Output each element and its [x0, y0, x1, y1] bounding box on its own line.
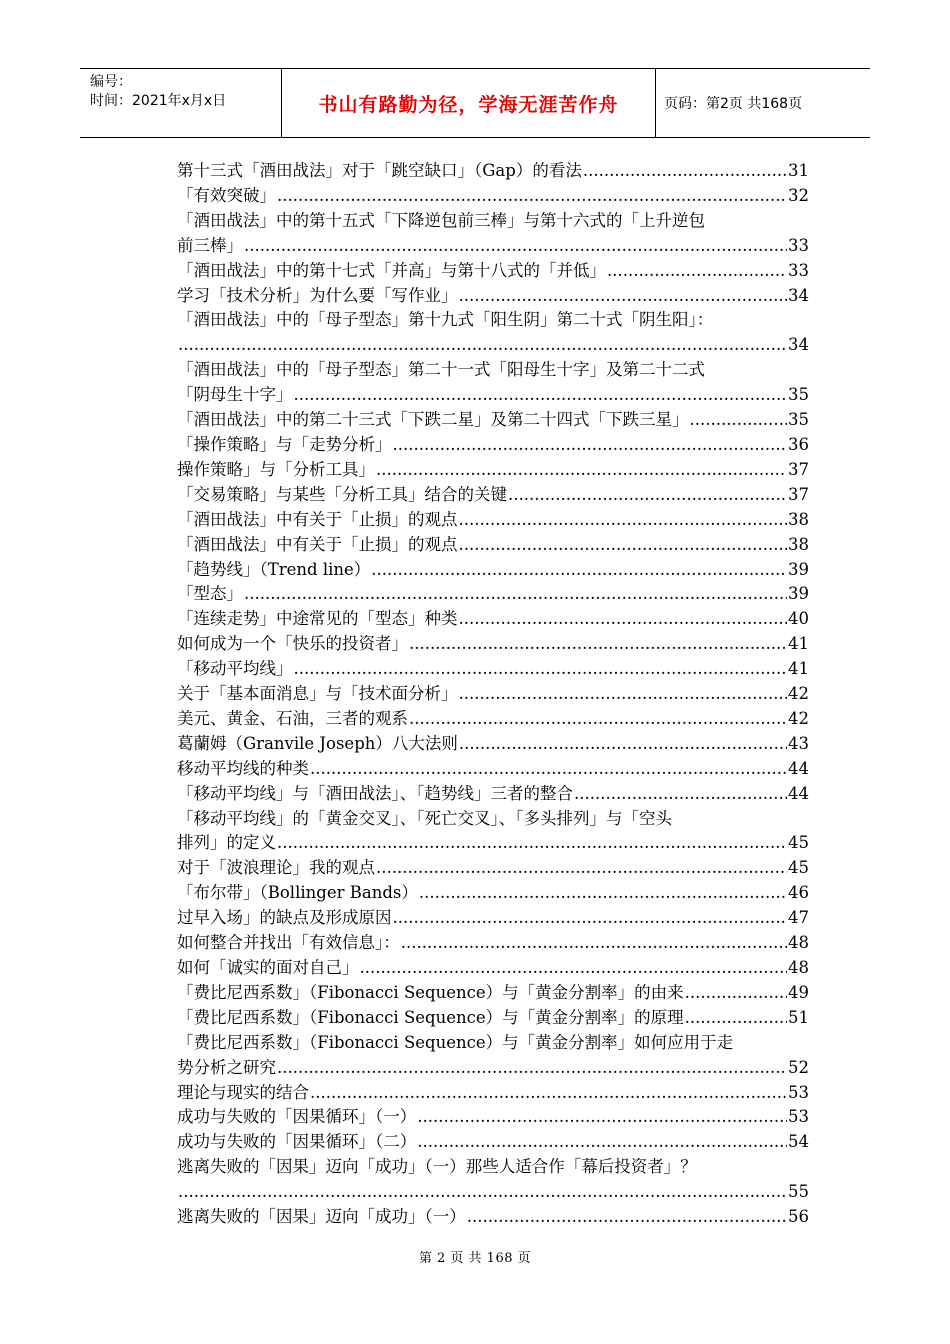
toc-entry[interactable]: [177, 732, 809, 757]
toc-entry-page: 31: [788, 161, 809, 180]
toc-entry-page: 42: [788, 708, 809, 728]
toc-entry[interactable]: [177, 632, 809, 657]
toc-leader-dots: [685, 1006, 787, 1031]
toc-leader-dots: [376, 856, 787, 881]
toc-leader-dots: [459, 607, 788, 632]
toc-entry-title-line1: 「酒田战法」中的第十五式「下降逆包前三棒」与第十六式的「上升逆包: [177, 210, 705, 230]
toc-entry[interactable]: [177, 458, 809, 483]
toc-leader-dots: [277, 831, 787, 856]
toc-leader-dots: [409, 632, 787, 657]
toc-entry-title: 「费比尼西系数」（Fibonacci Sequence）与「黄金分割率」的由来: [177, 982, 684, 1002]
toc-entry[interactable]: [177, 1155, 809, 1205]
toc-entry-page: 56: [788, 1207, 809, 1227]
toc-leader-dots: [409, 707, 787, 732]
toc-entry-title: 对于「波浪理论」我的观点: [177, 858, 375, 878]
toc-entry-title: 「阴母生十字」: [177, 385, 293, 405]
toc-entry-title: 葛蘭姆（Granvile Joseph）八大法则: [177, 733, 458, 753]
header-meta: [80, 69, 282, 137]
toc-entry[interactable]: [177, 881, 809, 906]
toc-leader-dots: [459, 533, 788, 558]
toc-entry-page: 39: [788, 584, 809, 604]
toc-entry-page: 48: [788, 958, 809, 977]
toc-entry-page: 33: [788, 235, 809, 255]
toc-entry-title: 逃离失败的「因果」迈向「成功」（一）: [177, 1207, 466, 1227]
toc-entry-title: 移动平均线的种类: [177, 758, 309, 778]
toc-entry-page: 49: [788, 982, 809, 1002]
toc-entry[interactable]: [177, 1205, 809, 1230]
header-motto: 书山有路勤为径，学海无涯苦作舟: [282, 69, 656, 137]
toc-entry-title: 「趋势线」（Trend line）: [177, 559, 371, 579]
toc-leader-dots: [310, 1081, 787, 1106]
toc-entry-title: 如何「诚实的面对自己」: [177, 958, 359, 977]
toc-entry[interactable]: [177, 1006, 809, 1031]
toc-entry[interactable]: [177, 582, 809, 607]
toc-entry-page: 34: [788, 335, 809, 355]
toc-entry-page: 52: [788, 1057, 809, 1077]
toc-entry-title-line1: 逃离失败的「因果」迈向「成功」（一）那些人适合作「幕后投资者」？: [177, 1157, 697, 1177]
toc-entry[interactable]: [177, 433, 809, 458]
toc-entry-title: 过早入场」的缺点及形成原因: [177, 908, 392, 928]
toc-entry-page: 37: [788, 484, 809, 504]
toc-entry-title: 「操作策略」与「走势分析」: [177, 434, 392, 454]
toc-entry[interactable]: [177, 159, 809, 184]
toc-entry-title-line1: 「费比尼西系数」（Fibonacci Sequence）与「黄金分割率」如何应用于走: [177, 1032, 734, 1052]
toc-entry[interactable]: [177, 1031, 809, 1081]
toc-leader-dots: [178, 1180, 787, 1205]
toc-entry-page: 44: [788, 783, 809, 803]
toc-entry-page: 54: [788, 1132, 809, 1152]
toc-leader-dots: [294, 657, 788, 682]
toc-entry[interactable]: [177, 533, 809, 558]
toc-entry[interactable]: [177, 1081, 809, 1106]
toc-entry-title: 操作策略」与「分析工具」: [177, 459, 375, 479]
toc-leader-dots: [277, 1056, 787, 1081]
toc-entry-title: 成功与失败的「因果循环」（一）: [177, 1107, 417, 1127]
toc-entry[interactable]: [177, 184, 809, 209]
toc-leader-dots: [685, 981, 787, 1006]
toc-entry-title: 「移动平均线」与「酒田战法」、「趋势线」三者的整合: [177, 783, 573, 803]
toc-leader-dots: [277, 184, 787, 209]
toc-leader-dots: [178, 333, 787, 358]
toc-entry-title: 第十三式「酒田战法」对于「跳空缺口」（Gap）的看法: [177, 161, 582, 180]
toc-entry-page: 46: [788, 883, 809, 903]
toc-entry[interactable]: [177, 931, 809, 956]
toc-leader-dots: [376, 458, 787, 483]
toc-entry[interactable]: [177, 308, 809, 358]
toc-leader-dots: [508, 483, 787, 508]
page-footer: 第 2 页 共 168 页: [418, 1251, 532, 1266]
toc-entry-title: 学习「技术分析」为什么要「写作业」: [177, 285, 458, 305]
toc-leader-dots: [417, 1105, 787, 1130]
toc-entry[interactable]: [177, 1130, 809, 1155]
toc-entry[interactable]: [177, 707, 809, 732]
toc-entry[interactable]: [177, 209, 809, 259]
toc-leader-dots: [244, 582, 787, 607]
toc-entry-page: 44: [788, 758, 809, 778]
toc-entry-title: 成功与失败的「因果循环」（二）: [177, 1132, 417, 1152]
toc-entry-page: 45: [788, 833, 809, 853]
toc-entry-page: 32: [788, 185, 809, 205]
toc-entry[interactable]: [177, 906, 809, 931]
toc-entry-page: 45: [788, 858, 809, 878]
toc-leader-dots: [244, 234, 787, 259]
toc-entry-title: 关于「基本面消息」与「技术面分析」: [177, 684, 458, 704]
toc-entry[interactable]: [177, 358, 809, 408]
toc-entry[interactable]: [177, 508, 809, 533]
toc-entry-page: 38: [788, 534, 809, 554]
toc-entry-title: 「费比尼西系数」（Fibonacci Sequence）与「黄金分割率」的原理: [177, 1007, 684, 1027]
toc-entry-title: 势分析之研究: [177, 1057, 276, 1077]
toc-entry-page: 33: [788, 260, 809, 280]
toc-entry-title: 「有效突破」: [177, 185, 276, 205]
toc-entry-title-line1: 「酒田战法」中的「母子型态」第十九式「阳生阴」第二十式「阴生阳」：: [177, 310, 714, 330]
toc-leader-dots: [310, 757, 787, 782]
toc-entry-page: 53: [788, 1107, 809, 1127]
toc-leader-dots: [371, 558, 787, 583]
toc-entry[interactable]: [177, 856, 809, 881]
toc-entry-title-line1: 「移动平均线」的「黄金交叉」、「死亡交叉」、「多头排列」与「空头: [177, 808, 672, 828]
toc-entry-title: 如何整合并找出「有效信息」：: [177, 933, 400, 953]
toc-entry-title: 「酒田战法」中的第二十三式「下跌二星」及第二十四式「下跌三星」: [177, 410, 689, 430]
toc-entry[interactable]: [177, 607, 809, 632]
toc-entry[interactable]: [177, 782, 809, 807]
header-page-code: 页码：第2页 共168页: [664, 96, 803, 112]
toc-entry-page: 51: [788, 1007, 809, 1027]
toc-leader-dots: [459, 284, 788, 309]
toc-leader-dots: [417, 1130, 787, 1155]
toc-leader-dots: [574, 782, 787, 807]
toc-entry[interactable]: [177, 284, 809, 309]
toc-entry-title: 「移动平均线」: [177, 659, 293, 679]
toc-entry-title: 如何成为一个「快乐的投资者」: [177, 634, 408, 654]
toc-entry-page: 41: [788, 634, 809, 654]
toc-entry-title: 「酒田战法」中有关于「止损」的观点: [177, 509, 458, 529]
toc-entry[interactable]: [177, 483, 809, 508]
toc-entry[interactable]: [177, 1105, 809, 1130]
toc-entry-page: 43: [788, 733, 809, 753]
toc-leader-dots: [419, 881, 787, 906]
table-of-contents: [177, 159, 809, 1230]
toc-leader-dots: [459, 682, 788, 707]
toc-entry-title: 理论与现实的结合: [177, 1082, 309, 1102]
toc-entry[interactable]: [177, 657, 809, 682]
toc-entry-page: 39: [788, 559, 809, 579]
toc-entry[interactable]: [177, 259, 809, 284]
toc-entry[interactable]: [177, 981, 809, 1006]
toc-entry-page: 35: [788, 410, 809, 430]
toc-entry-page: 34: [788, 285, 809, 305]
toc-entry-page: 38: [788, 509, 809, 529]
toc-entry[interactable]: [177, 408, 809, 433]
time-label: 时间：2021年x月x日: [90, 93, 227, 109]
toc-entry-page: 47: [788, 908, 809, 928]
toc-leader-dots: [690, 408, 788, 433]
toc-entry[interactable]: [177, 757, 809, 782]
toc-entry-page: 42: [788, 684, 809, 704]
toc-entry-title: 美元、黄金、石油，三者的观系: [177, 708, 408, 728]
toc-entry[interactable]: [177, 956, 809, 981]
toc-entry-page: 53: [788, 1082, 809, 1102]
number-label: 编号：: [90, 74, 132, 90]
page-header: [80, 68, 870, 138]
toc-entry-title: 排列」的定义: [177, 833, 276, 853]
toc-leader-dots: [467, 1205, 787, 1230]
toc-entry-page: 41: [788, 659, 809, 679]
toc-leader-dots: [401, 931, 787, 956]
toc-entry-page: 48: [788, 933, 809, 953]
toc-entry-title: 「酒田战法」中有关于「止损」的观点: [177, 534, 458, 554]
toc-entry-page: 40: [788, 609, 809, 629]
toc-entry-page: 37: [788, 459, 809, 479]
toc-leader-dots: [607, 259, 787, 284]
toc-leader-dots: [393, 433, 788, 458]
toc-entry-page: 35: [788, 385, 809, 405]
toc-entry-title: 「酒田战法」中的第十七式「并高」与第十八式的「并低」: [177, 260, 606, 280]
toc-entry[interactable]: [177, 558, 809, 583]
toc-entry-title: 「交易策略」与某些「分析工具」结合的关键: [177, 484, 507, 504]
toc-leader-dots: [360, 956, 788, 981]
toc-entry-page: 36: [788, 434, 809, 454]
toc-entry[interactable]: [177, 807, 809, 857]
toc-entry-title: 「连续走势」中途常见的「型态」种类: [177, 609, 458, 629]
toc-entry-page: 55: [788, 1182, 809, 1202]
toc-entry-title-line1: 「酒田战法」中的「母子型态」第二十一式「阳母生十字」及第二十二式: [177, 360, 705, 380]
toc-leader-dots: [459, 732, 787, 757]
toc-entry-title: 「型态」: [177, 584, 243, 604]
toc-entry[interactable]: [177, 682, 809, 707]
toc-leader-dots: [393, 906, 788, 931]
toc-entry-title: 「布尔带」（Bollinger Bands）: [177, 883, 418, 903]
toc-leader-dots: [459, 508, 788, 533]
toc-entry-title: 前三棒」: [177, 235, 243, 255]
toc-leader-dots: [583, 159, 787, 184]
toc-leader-dots: [294, 383, 788, 408]
